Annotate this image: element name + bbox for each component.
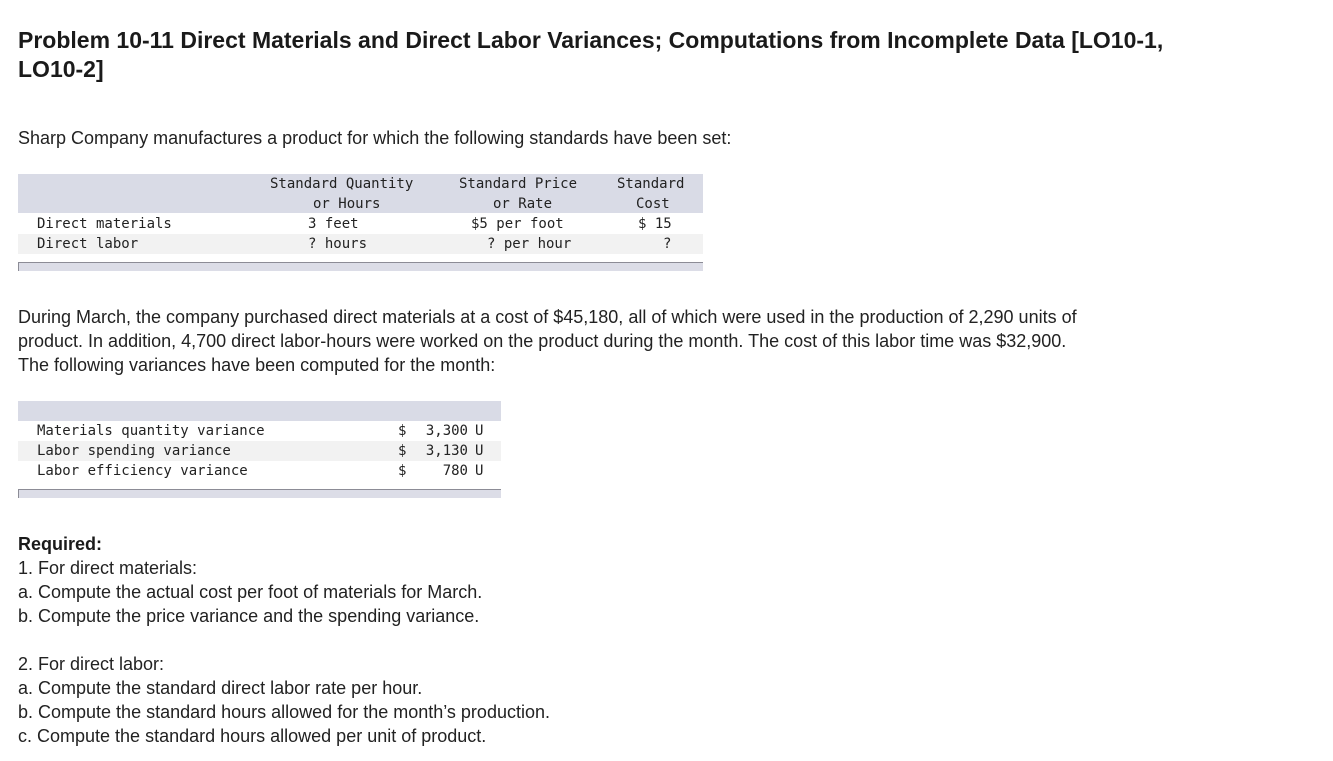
row-cost: ? bbox=[663, 236, 672, 252]
required-section bbox=[18, 532, 550, 748]
required-part2a: a. Compute the standard direct labor rate per hour. bbox=[18, 678, 423, 698]
row-label: Direct materials bbox=[37, 216, 172, 232]
header-or-hours: or Hours bbox=[313, 196, 381, 212]
variance-dollar: $ bbox=[398, 443, 407, 459]
table-footer-bar bbox=[18, 262, 703, 271]
header-standard-cost: Standard bbox=[617, 176, 685, 192]
table-footer-bar bbox=[18, 489, 501, 498]
table-row bbox=[18, 214, 703, 234]
row-price: $5 per foot bbox=[471, 216, 564, 232]
required-part1b: b. Compute the price variance and the spending variance. bbox=[18, 606, 480, 626]
variance-amount: 3,130 bbox=[425, 443, 468, 459]
variance-amount: 780 bbox=[442, 463, 468, 479]
row-label: Direct labor bbox=[37, 236, 139, 252]
table-row bbox=[18, 461, 501, 481]
required-part2: 2. For direct labor: bbox=[18, 654, 165, 674]
required-part1: 1. For direct materials: bbox=[18, 558, 198, 578]
variance-dollar: $ bbox=[398, 423, 407, 439]
variance-flag: U bbox=[475, 443, 484, 459]
variances-table-header bbox=[18, 401, 501, 421]
header-cost: Cost bbox=[636, 196, 670, 212]
narrative-text bbox=[18, 305, 1308, 377]
required-part2c: c. Compute the standard hours allowed per unit of product. bbox=[18, 726, 487, 746]
narrative-line3: The following variances have been computed for the month: bbox=[18, 355, 496, 375]
problem-title-line2: LO10-2] bbox=[18, 56, 104, 82]
required-part1a: a. Compute the actual cost per foot of materials for March. bbox=[18, 582, 483, 602]
table-row bbox=[18, 441, 501, 461]
narrative-line2: product. In addition, 4,700 direct labor-hours were worked on the product during the month. The cost of this labor time was $32,900. bbox=[18, 331, 1067, 351]
row-quantity: 3 feet bbox=[308, 216, 359, 232]
variance-flag: U bbox=[475, 463, 484, 479]
required-part2b: b. Compute the standard hours allowed for the month’s production. bbox=[18, 702, 550, 722]
header-standard-price: Standard Price bbox=[459, 176, 578, 192]
intro-text: Sharp Company manufactures a product for which the following standards have been set: bbox=[18, 128, 732, 148]
header-standard-quantity: Standard Quantity bbox=[270, 176, 414, 192]
variance-dollar: $ bbox=[398, 463, 407, 479]
row-quantity: ? hours bbox=[308, 236, 368, 252]
standards-table bbox=[18, 174, 703, 272]
narrative-line1: During March, the company purchased direct materials at a cost of $45,180, all of which were used in the production of 2,290 units of bbox=[18, 307, 1077, 327]
variance-label: Labor efficiency variance bbox=[37, 463, 248, 479]
variance-label: Labor spending variance bbox=[37, 443, 231, 459]
table-row bbox=[18, 421, 501, 441]
problem-title-line1: Problem 10-11 Direct Materials and Direct Labor Variances; Computations from Incomplete Data [LO10-1, bbox=[18, 27, 1164, 53]
problem-title bbox=[18, 26, 1308, 84]
required-heading: Required: bbox=[18, 534, 103, 554]
variance-label: Materials quantity variance bbox=[37, 423, 265, 439]
header-or-rate: or Rate bbox=[493, 196, 553, 212]
spacer bbox=[18, 628, 550, 652]
row-price: ? per hour bbox=[487, 236, 572, 252]
row-cost: $ 15 bbox=[638, 216, 672, 232]
table-row bbox=[18, 234, 703, 254]
variance-flag: U bbox=[475, 423, 484, 439]
variances-table bbox=[18, 401, 501, 499]
variance-amount: 3,300 bbox=[425, 423, 468, 439]
standards-table-header bbox=[18, 174, 703, 213]
